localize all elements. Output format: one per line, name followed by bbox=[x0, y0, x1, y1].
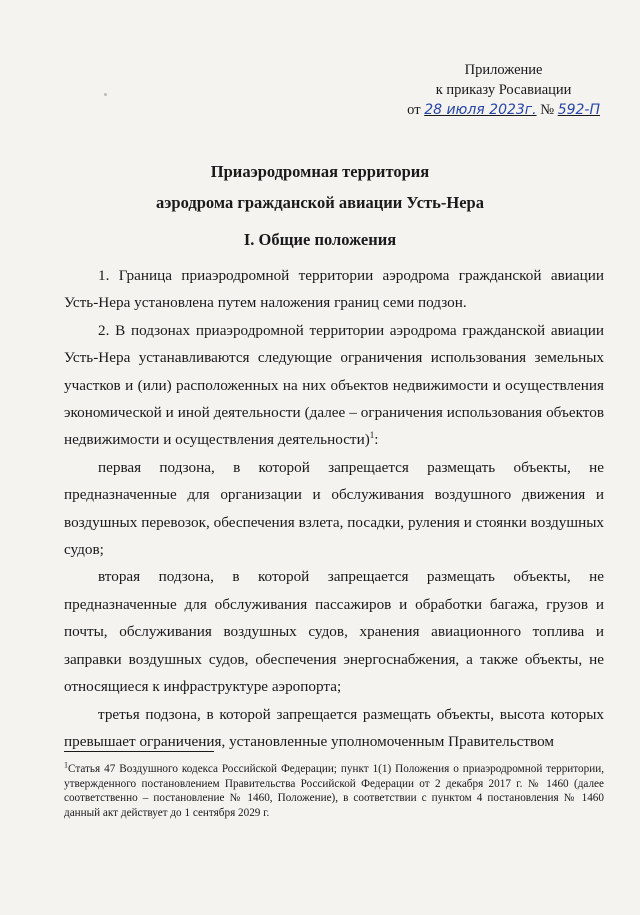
paragraph-2 bbox=[64, 317, 604, 454]
handwritten-number: 592-П bbox=[557, 102, 600, 118]
handwritten-date: 28 июля 2023г. bbox=[424, 102, 537, 118]
document-body bbox=[64, 262, 604, 755]
document-title bbox=[0, 156, 640, 218]
section-heading: I. Общие положения bbox=[243, 230, 397, 249]
approval-block bbox=[407, 60, 600, 120]
subzone-3: третья подзона, в которой запрещается размещать объекты, высота которых превышает ограничения, установленные уполномоченным Правительством bbox=[64, 705, 604, 750]
paragraph-2-end: : bbox=[374, 431, 379, 449]
from-label: от bbox=[407, 102, 421, 118]
scan-speck bbox=[104, 93, 107, 96]
subzone-1: первая подзона, в которой запрещается размещать объекты, не предназначенные для организации и обслуживания воздушного движения и воздушных перевозок, обеспечения взлета, посадки, руления и стоянки воздушных судов; bbox=[64, 458, 604, 559]
title-line-1: Приаэродромная территория bbox=[210, 162, 430, 181]
number-label: № bbox=[540, 102, 555, 118]
paragraph-2-text: 2. В подзонах приаэродромной территории аэродрома гражданской авиации Усть-Нера устанавливаются следующие ограничения использования земельных участков и (или) расположенных на них объектов недвижимости и осуществления экономической и иной деятельности (далее – ограничения использования объектов недвижимости и осуществления деятельности) bbox=[64, 321, 604, 449]
footnote bbox=[64, 762, 604, 820]
footnote-marker: 1 bbox=[64, 760, 68, 770]
approval-line-appendix: Приложение bbox=[464, 62, 543, 78]
footnote-text: Статья 47 Воздушного кодекса Российской Федерации; пункт 1(1) Положения о приаэродромной территории, утвержденного постановлением Правительства Российской Федерации от 2 декабря 2017 г. № 1460 (далее соответственно – постановление № 1460, Положение), в соответствии с пунктом 4 постановления № 1460 данный акт действует до 1 сентября 2029 г. bbox=[64, 763, 604, 819]
footnote-ref[interactable]: 1 bbox=[369, 430, 375, 441]
paragraph-1: 1. Граница приаэродромной территории аэродрома гражданской авиации Усть-Нера установлена путем наложения границ семи подзон. bbox=[64, 267, 604, 312]
footnote-divider bbox=[64, 751, 214, 752]
title-line-2: аэродрома гражданской авиации Усть-Нера bbox=[156, 193, 484, 212]
approval-line-date bbox=[407, 100, 600, 120]
subzone-2: вторая подзона, в которой запрещается размещать объекты, не предназначенные для обслуживания пассажиров и обработки багажа, грузов и почты, обслуживания воздушных судов, хранения авиационного топлива и заправки воздушных судов, обеспечения энергоснабжения, а также объекты, не относящиеся к инфраструктуре аэропорта; bbox=[64, 568, 604, 696]
approval-line-order: к приказу Росавиации bbox=[435, 82, 572, 98]
